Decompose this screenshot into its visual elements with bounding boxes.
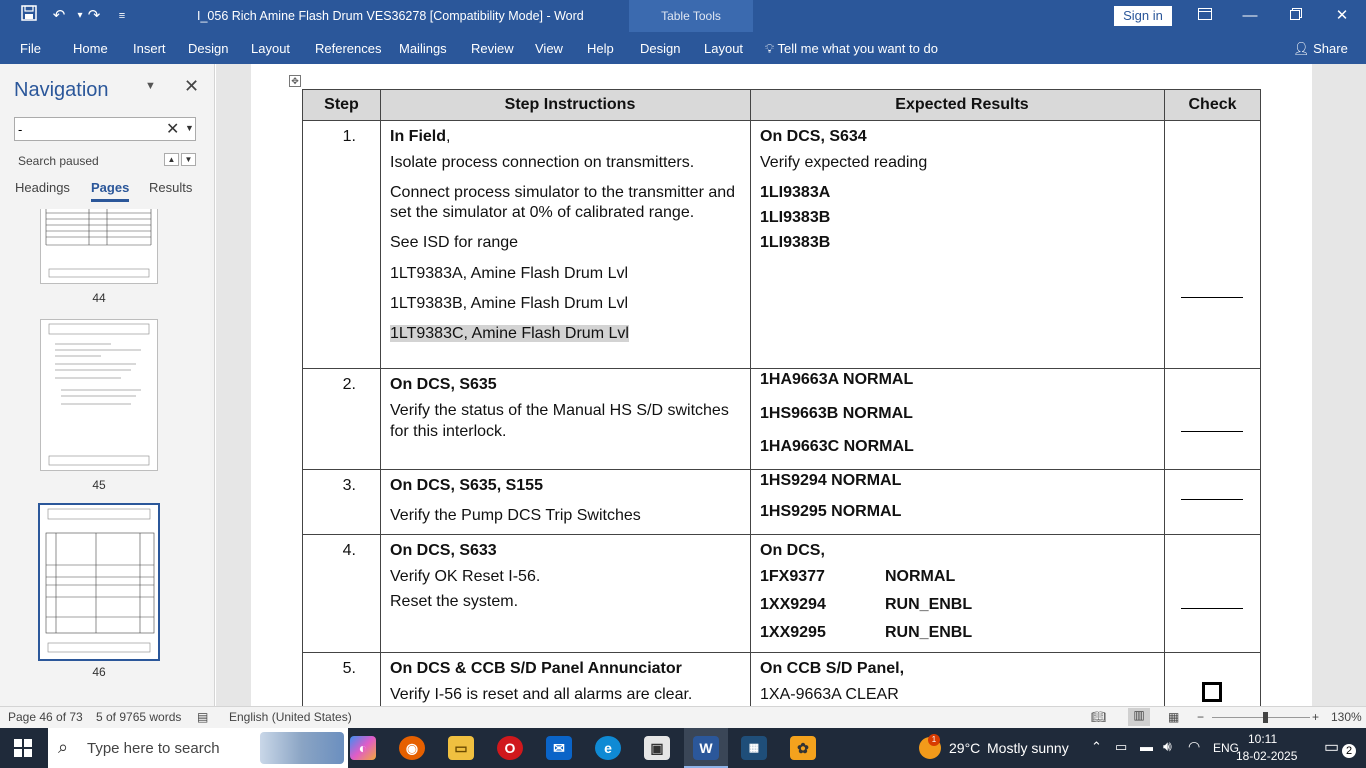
result-text: On CCB S/D Panel, [760, 660, 905, 677]
zoom-slider[interactable] [1212, 717, 1310, 718]
proofing-icon[interactable]: ▤ [197, 710, 209, 724]
status-bar [0, 706, 1366, 728]
navigation-search-box[interactable] [14, 117, 196, 141]
notification-count: 2 [1342, 744, 1356, 758]
result-text: 1HS9294 NORMAL [760, 472, 902, 489]
header-step-instructions: Step Instructions [381, 90, 751, 121]
next-result-icon[interactable]: ▼ [181, 153, 196, 166]
tab-table-layout[interactable]: Layout [704, 41, 744, 56]
tab-home[interactable]: Home [73, 41, 108, 56]
step-number-text: 2. [342, 376, 356, 393]
taskbar-search-placeholder: Type here to search [87, 740, 220, 757]
save-icon[interactable] [17, 5, 41, 27]
checkbox-icon[interactable] [1202, 682, 1222, 702]
result-text: 1HS9663B NORMAL [760, 405, 913, 422]
tab-table-design[interactable]: Design [640, 41, 681, 56]
result-text: 1HA9663A NORMAL [760, 371, 914, 388]
tab-results[interactable]: Results [149, 180, 193, 195]
navigation-close-icon[interactable]: ✕ [184, 76, 200, 96]
page-thumbnail-45[interactable] [40, 319, 158, 471]
step-number [303, 121, 381, 369]
check-cell[interactable] [1165, 535, 1261, 653]
windows-start-icon[interactable] [14, 739, 32, 762]
opera-icon[interactable]: O [497, 736, 523, 760]
title-bar [0, 0, 1366, 32]
share-label: Share [1313, 41, 1348, 56]
result-text: On DCS, [760, 542, 825, 559]
network-device-icon[interactable]: ▭ [1115, 739, 1128, 754]
instruction-text: Connect process simulator to the transmitter and set the simulator at 0% of calibrated range. [390, 184, 736, 221]
signature-line [1181, 297, 1243, 298]
instructions-cell[interactable] [381, 121, 751, 369]
input-language[interactable]: ENG [1213, 741, 1240, 755]
tab-design[interactable]: Design [188, 41, 229, 56]
tab-layout[interactable]: Layout [251, 41, 291, 56]
weather-temperature[interactable]: 29°C [949, 740, 981, 756]
header-expected-results: Expected Results [751, 90, 1165, 121]
instruction-text: Verify the status of the Manual HS S/D switches for this interlock. [390, 402, 729, 440]
word-count[interactable]: 5 of 9765 words [96, 710, 182, 724]
instruction-text: 1LT9383B, Amine Flash Drum Lvl [390, 295, 629, 312]
result-state: RUN_ENBL [885, 596, 973, 613]
step-number-text: 1. [342, 128, 356, 145]
result-tag: 1XX9294 [760, 596, 826, 613]
instruction-text: See ISD for range [390, 234, 519, 251]
page-number-46: 46 [92, 665, 106, 679]
result-text: 1XA-9663A CLEAR [760, 686, 899, 703]
instruction-location: On DCS & CCB S/D Panel Annunciator [390, 660, 682, 677]
edge-icon[interactable]: e [595, 736, 621, 760]
read-mode-icon[interactable]: 📖︎ [1091, 710, 1107, 724]
word-icon: W [693, 736, 719, 760]
chevron-up-icon[interactable]: ⌃ [1091, 739, 1102, 754]
step-number [303, 369, 381, 470]
check-cell[interactable] [1165, 369, 1261, 470]
person-icon: 👤︎ [1293, 41, 1310, 56]
firefox-icon[interactable]: ◉ [399, 736, 425, 760]
instructions-cell[interactable] [381, 535, 751, 653]
restore-icon[interactable] [1276, 4, 1316, 28]
table-row [303, 535, 1261, 653]
instructions-cell[interactable] [381, 369, 751, 470]
table-tools-label: Table Tools [661, 9, 721, 23]
search-status: Search paused [18, 154, 99, 168]
document-title: I_056 Rich Amine Flash Drum VES36278 [Compatibility Mode] - Word [197, 9, 584, 23]
instruction-location: In Field [390, 128, 446, 145]
zoom-slider-thumb[interactable] [1263, 712, 1268, 723]
instruction-location: On DCS, S635, S155 [390, 477, 543, 494]
ribbon-tabs [0, 32, 1366, 64]
table-move-handle-icon[interactable]: ✥ [289, 75, 301, 87]
notification-icon[interactable]: ▭ [1324, 739, 1340, 756]
clear-search-icon[interactable]: ✕ [166, 121, 180, 138]
instruction-text: Isolate process connection on transmitters. [390, 154, 695, 171]
app-icon[interactable]: ✿ [790, 736, 816, 760]
lightbulb-icon: 💡︎ [765, 41, 775, 56]
search-highlight-image [260, 732, 344, 764]
undo-icon[interactable]: ↶ [52, 7, 66, 24]
clock-time[interactable]: 10:11 [1248, 732, 1278, 746]
word-taskbar-button[interactable] [684, 728, 728, 768]
zoom-in-icon[interactable]: + [1312, 710, 1320, 724]
result-text: 1LI9383B [760, 234, 831, 251]
step-number-text: 4. [342, 542, 356, 559]
copilot-icon[interactable]: ◐ [350, 736, 376, 760]
navigation-pane [0, 64, 215, 706]
customize-quick-access-icon[interactable]: ≡ [118, 10, 126, 22]
zoom-level[interactable]: 130% [1331, 710, 1362, 724]
page-thumbnail-44[interactable] [40, 209, 158, 284]
instruction-text: Verify OK Reset I-56. [390, 568, 541, 585]
battery-icon[interactable]: ▬ [1140, 739, 1153, 754]
instruction-location-suffix: , [446, 128, 451, 145]
expected-results-cell[interactable] [751, 470, 1165, 535]
tab-view[interactable]: View [535, 41, 563, 56]
tab-mailings[interactable]: Mailings [399, 41, 447, 56]
undo-dropdown-icon[interactable]: ▾ [77, 10, 83, 21]
page-count[interactable]: Page 46 of 73 [8, 710, 83, 724]
volume-icon[interactable]: 🔊︎ [1163, 738, 1172, 754]
zoom-out-icon[interactable]: − [1197, 710, 1205, 724]
step-number-text: 5. [342, 660, 356, 677]
wifi-icon[interactable]: ◠ [1188, 738, 1201, 754]
tab-insert[interactable]: Insert [133, 41, 166, 56]
close-icon[interactable]: ✕ [1335, 7, 1349, 24]
redo-icon[interactable]: ↷ [87, 7, 101, 24]
taskbar [0, 728, 1366, 768]
signature-line [1181, 431, 1243, 432]
signature-line [1181, 499, 1243, 500]
instruction-location: On DCS, S635 [390, 376, 497, 393]
table-row [303, 470, 1261, 535]
result-text: 1LI9383B [760, 209, 831, 226]
expected-results-cell[interactable] [751, 535, 1165, 653]
tab-pages[interactable]: Pages [91, 180, 129, 202]
result-text: 1HS9295 NORMAL [760, 503, 902, 520]
result-state: NORMAL [885, 568, 956, 585]
print-layout-icon[interactable]: ▥ [1128, 708, 1150, 726]
check-cell[interactable] [1165, 470, 1261, 535]
share-button[interactable] [1293, 41, 1348, 57]
file-explorer-icon[interactable]: ▭ [448, 736, 474, 760]
app-icon[interactable]: ▣ [644, 736, 670, 760]
instruction-text: Verify the Pump DCS Trip Switches [390, 507, 641, 524]
tell-me-search[interactable] [765, 41, 938, 57]
table-row [303, 369, 1261, 470]
tab-help[interactable]: Help [587, 41, 614, 56]
result-text: Verify expected reading [760, 154, 928, 171]
page-thumbnail-46[interactable] [38, 503, 160, 661]
check-cell[interactable] [1165, 121, 1261, 369]
page-number-45: 45 [92, 478, 106, 492]
instruction-text: Verify I-56 is reset and all alarms are clear. [390, 686, 693, 703]
step-number [303, 470, 381, 535]
weather-description[interactable]: Mostly sunny [987, 740, 1069, 756]
result-tag: 1XX9295 [760, 624, 826, 641]
clock-date[interactable]: 18-02-2025 [1236, 749, 1298, 763]
header-check: Check [1165, 90, 1261, 121]
expected-results-cell[interactable] [751, 121, 1165, 369]
taskbar-search-box[interactable] [48, 728, 348, 768]
instruction-location: On DCS, S633 [390, 542, 497, 559]
tell-me-label: Tell me what you want to do [777, 41, 938, 56]
signature-line [1181, 608, 1243, 609]
previous-result-icon[interactable]: ▲ [164, 153, 179, 166]
search-options-icon[interactable]: ▼ [185, 123, 194, 133]
step-number [303, 535, 381, 653]
header-step: Step [303, 90, 381, 121]
navigation-search-input[interactable] [18, 120, 158, 138]
screen-tool-icon[interactable]: ▦ [741, 736, 767, 760]
tab-headings[interactable]: Headings [15, 180, 70, 195]
result-text: 1HA9663C NORMAL [760, 438, 914, 455]
instruction-text: 1LT9383A, Amine Flash Drum Lvl [390, 265, 629, 282]
weather-badge: 1 [928, 734, 940, 746]
result-text: 1LI9383A [760, 184, 831, 201]
tab-review[interactable]: Review [471, 41, 514, 56]
ribbon-display-options-icon[interactable] [1185, 4, 1225, 28]
expected-results-cell[interactable] [751, 369, 1165, 470]
navigation-title: Navigation [14, 79, 109, 101]
sign-in-button[interactable]: Sign in [1114, 6, 1172, 26]
step-number-text: 3. [342, 477, 356, 494]
instruction-text: Reset the system. [390, 593, 519, 610]
table-header-row [303, 90, 1261, 121]
selected-instruction-text: 1LT9383C, Amine Flash Drum Lvl [390, 325, 629, 342]
tab-references[interactable]: References [315, 41, 382, 56]
navigation-options-icon[interactable]: ▼ [145, 80, 156, 92]
table-row [303, 121, 1261, 369]
mail-icon[interactable]: ✉ [546, 736, 572, 760]
instructions-cell[interactable] [381, 470, 751, 535]
result-text: On DCS, S634 [760, 128, 867, 145]
search-icon: ⌕ [58, 737, 69, 757]
page-number-44: 44 [92, 291, 106, 305]
result-state: RUN_ENBL [885, 624, 973, 641]
tab-file[interactable]: File [20, 41, 41, 56]
result-tag: 1FX9377 [760, 568, 825, 585]
language[interactable]: English (United States) [229, 710, 352, 724]
web-layout-icon[interactable]: ▦ [1168, 710, 1180, 724]
procedure-table [302, 89, 1261, 723]
minimize-icon[interactable]: — [1242, 7, 1258, 24]
